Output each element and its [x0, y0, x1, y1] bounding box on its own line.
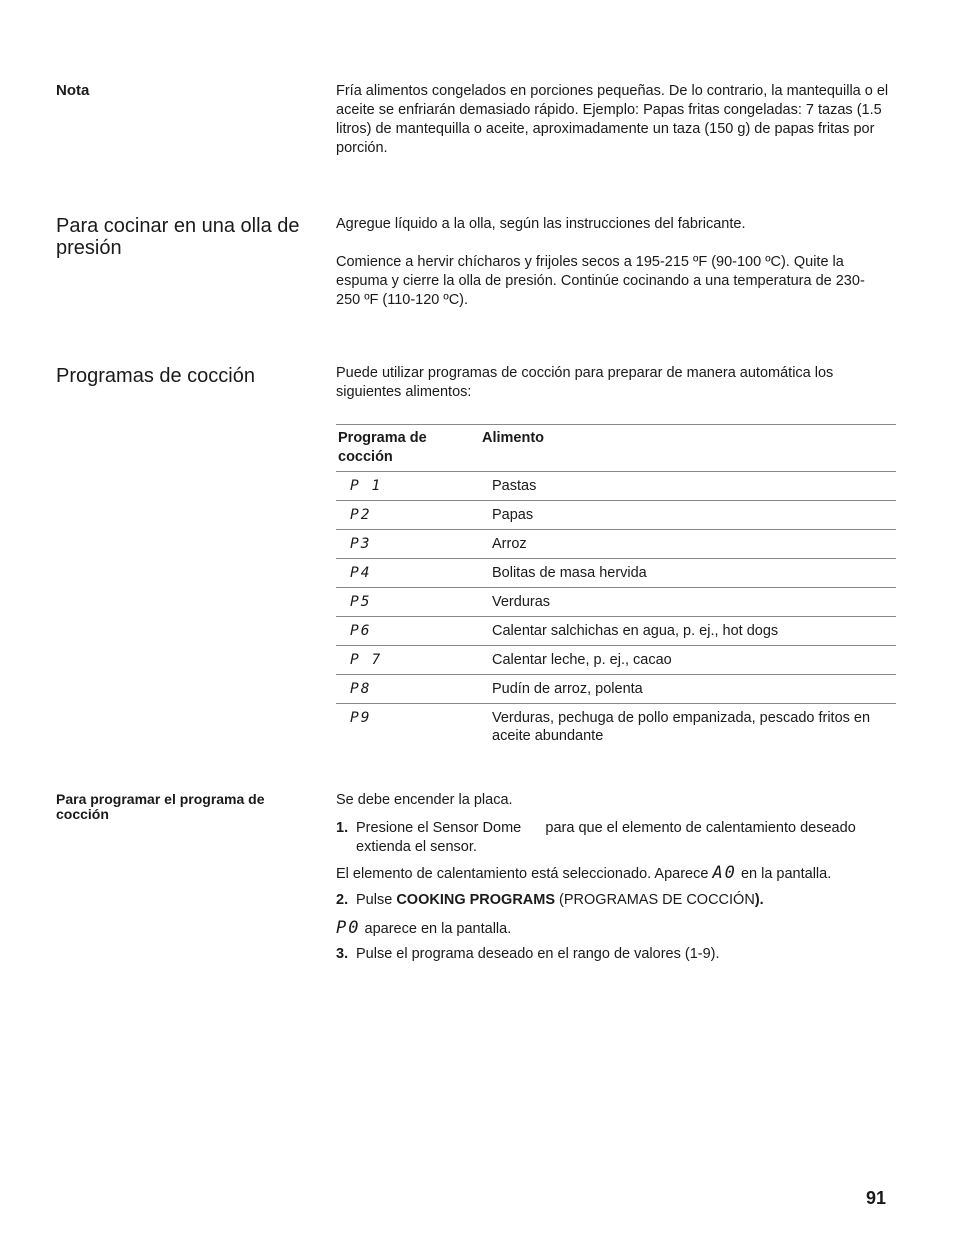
subheading-programar: Para programar el programa de cocción: [56, 791, 265, 822]
programas-intro: Puede utilizar programas de cocción para preparar de manera automática los siguientes alimentos:: [336, 365, 834, 400]
section-heading-olla: Para cocinar en una olla de presión: [56, 215, 300, 259]
note-1-text-a: El elemento de calentamiento está seleccionado. Aparece: [336, 866, 713, 882]
program-food: Arroz: [480, 530, 896, 559]
table-row: [336, 704, 896, 751]
page-number: 91: [866, 1188, 887, 1208]
cooking-programs-key: COOKING PROGRAMS: [396, 892, 556, 908]
table-row: [336, 675, 896, 704]
program-food: Calentar leche, p. ej., cacao: [480, 646, 896, 675]
step-1: [336, 819, 896, 857]
program-code: P3: [336, 530, 480, 559]
table-header-food: Alimento: [480, 425, 896, 472]
nota-text: Fría alimentos congelados en porciones pequeñas. De lo contrario, la mantequilla o el aceite se enfriarán demasiado rápido. Ejemplo: Papas fritas congeladas: 7 tazas (1.5 litros) de mantequilla o aceite, aproximadamente un taza (150 g) de papas fritas por porción.: [336, 83, 889, 156]
program-code: P6: [336, 617, 480, 646]
program-food: Pastas: [480, 472, 896, 501]
programar-intro: Se debe encender la placa.: [336, 792, 513, 808]
step-3-number: 3.: [336, 946, 349, 962]
program-code: P5: [336, 588, 480, 617]
program-food: Bolitas de masa hervida: [480, 559, 896, 588]
program-code: P2: [336, 501, 480, 530]
step-3: [336, 945, 896, 964]
table-row: [336, 530, 896, 559]
program-food: Pudín de arroz, polenta: [480, 675, 896, 704]
table-row: [336, 646, 896, 675]
program-food: Verduras, pechuga de pollo empanizada, pescado fritos en aceite abundante: [492, 710, 871, 744]
program-code: P9: [350, 710, 372, 726]
step-1-number: 1.: [336, 820, 349, 836]
program-food: Verduras: [480, 588, 896, 617]
step-3-text: Pulse el programa deseado en el rango de valores (1-9).: [356, 946, 720, 962]
table-row: [336, 472, 896, 501]
table-row: [336, 559, 896, 588]
table-row: [336, 588, 896, 617]
display-code-a0: A0: [712, 863, 737, 883]
olla-paragraph-1: Agregue líquido a la olla, según las instrucciones del fabricante.: [336, 216, 746, 232]
table-row: [336, 501, 896, 530]
note-2-text: aparece en la pantalla.: [360, 921, 512, 937]
program-code: P8: [336, 675, 480, 704]
olla-paragraph-2: Comience a hervir chícharos y frijoles secos a 195-215 ºF (90-100 ºC). Quite la espuma y cierre la olla de presión. Continúe cocinando a una temperatura de 230-250 ºF (110-120 ºC).: [336, 254, 865, 308]
note-2: [336, 919, 896, 939]
step-2-text-c: ).: [754, 892, 764, 908]
program-food: Papas: [480, 501, 896, 530]
note-1-text-b: en la pantalla.: [736, 866, 832, 882]
programs-table: [336, 424, 896, 750]
display-code-p0: P0: [336, 918, 361, 938]
step-2-text-a: Pulse: [356, 892, 397, 908]
step-2-text-b: (PROGRAMAS DE COCCIÓN: [555, 892, 755, 908]
program-code: P 7: [336, 646, 480, 675]
program-food: Calentar salchichas en agua, p. ej., hot dogs: [480, 617, 896, 646]
step-2-number: 2.: [336, 892, 349, 908]
program-code: P 1: [336, 472, 480, 501]
nota-label: Nota: [56, 82, 90, 99]
step-1-text: Presione el Sensor Dome para que el elemento de calentamiento deseado extienda el sensor.: [356, 820, 860, 855]
table-header-program: Programa de cocción: [336, 425, 480, 472]
section-heading-programas: Programas de cocción: [56, 365, 255, 387]
program-code: P4: [336, 559, 480, 588]
note-1: [336, 864, 896, 884]
table-row: [336, 617, 896, 646]
step-2: [336, 891, 896, 910]
